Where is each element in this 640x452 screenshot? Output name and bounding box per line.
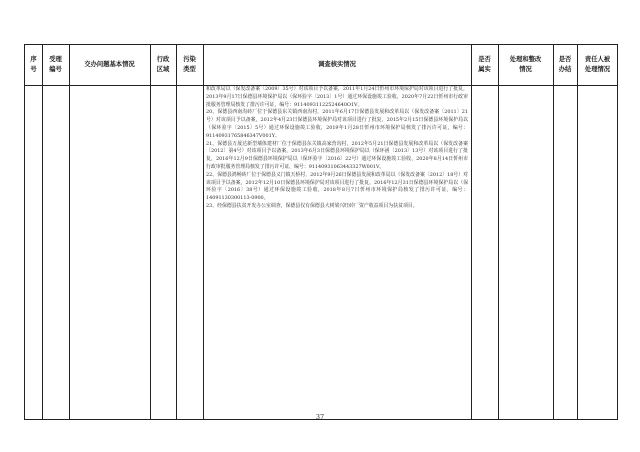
investigation-paragraph: 22、保德县鸿畅砖厂位于保德县义门镇天桥村，2012年9月26日保德县发展和改革局以（保发改备案〔2012〕18号）对该项目予以备案，2012年12月10日保德县环境保护局对该项目进行了批复，2016年12月31日保德县环境保护局以（保环验字〔2016〕38号）通过环保设施竣工验收，2018年8月7日忻州市环境保护局核发了排污许可证，编号：14091130300113-0900。	[206, 171, 468, 202]
investigation-paragraph: 21、保德县万晟达新型墙体建材厂位于保德县东关镇高家营沟村，2012年5月21日保德县发展和改革局以（保发改备案〔2012〕第4号）对该项目予以备案，2013年6月3日保德县环境保护局以（保环函〔2013〕13号）对该项目进行了批复，2016年12月9日保德县环境保护局以（保环验字〔2016〕22号）通过环保设施竣工验收，2020年8月14日忻州市行政审批服务管理局核发了排污许可证，编号：91140931063443327W001V。	[206, 140, 468, 170]
column-divider	[498, 45, 499, 419]
investigation-table	[24, 44, 618, 420]
column-divider	[176, 45, 177, 419]
column-divider	[203, 45, 204, 419]
header-investigation: 调查核实情况	[318, 61, 356, 68]
page-number: 37	[315, 413, 325, 421]
column-divider	[42, 45, 43, 419]
column-divider	[553, 45, 554, 419]
column-divider	[471, 45, 472, 419]
header-issue-description: 交办问题基本情况	[84, 61, 135, 68]
header-accept-number: 受理 编号	[49, 56, 62, 73]
column-divider	[150, 45, 151, 419]
header-admin-region: 行政 区域	[156, 56, 170, 73]
header-is-true: 是否 属实	[478, 56, 491, 73]
header-serial: 序 号	[30, 56, 37, 73]
investigation-paragraph: 和改革局以（保发改备案〔2009〕35号）对该项目予以备案，2011年1月24日忻州市环境保护局对该项目进行了批复，2013年9月17日保德县环境保护局以（保环验字〔2013〕1号）通过环保设施竣工验收，2020年7月22日忻州市行政审批服务管理局核发了排污许可证，编号：91140931122524640O1V。	[206, 86, 468, 108]
header-is-closed: 是否 办结	[558, 56, 572, 73]
header-pollution-type: 污染 类型	[183, 56, 196, 73]
column-divider	[577, 45, 578, 419]
column-divider	[69, 45, 70, 419]
header-handling: 处理和整改 情况	[509, 56, 542, 73]
header-accountable: 责任人被 处理情况	[584, 56, 611, 73]
investigation-content	[206, 86, 468, 211]
investigation-paragraph: 23、经保德县扶贫开发办公室调查，保德县仅有保德县大树梁兴旺砖厂资产收益项目为扶贫项目。	[206, 202, 418, 209]
investigation-paragraph: 20、保德县西南沟砖厂位于保德县东关镇西南沟村，2011年6月17日保德县发展和改革局以（保发改备案〔2011〕21号）对该项目予以备案，2012年4月23日保德县环境保护局对该项目进行了批复，2015年2月15日保德县环境保护局以（保环验字〔2015〕5号）通过环保设施竣工验收，2019年1月28日忻州市环境保护局核发了排污许可证，编号：91140931765846347V001Y。	[206, 109, 468, 139]
